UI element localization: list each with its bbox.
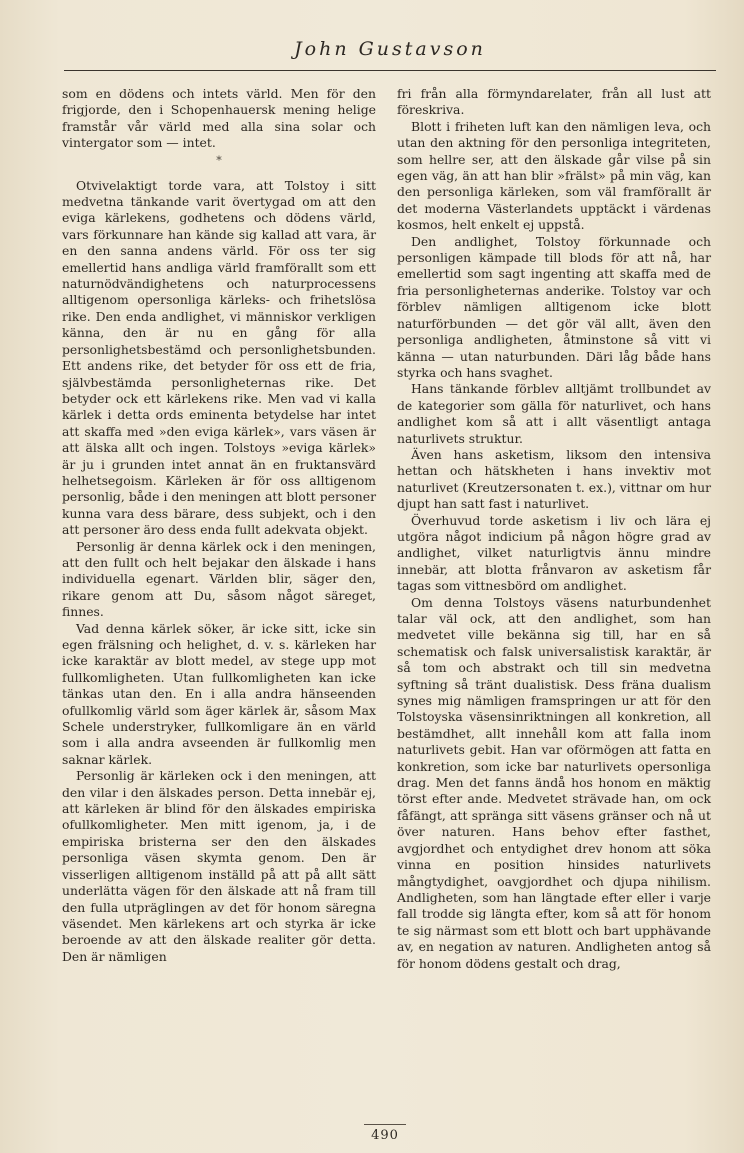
paragraph: Överhuvud torde asketism i liv och lära ej utgöra något indicium på någon högre grad av andlighet, vilket naturligtvis ännu mindre innebär, att blotta frånvaron av asketism får tagas som vittnesbörd om andlighet.	[397, 512, 711, 594]
paragraph: Personlig är kärleken ock i den meningen, att den vilar i den älskades person. Detta innebär ej, att kärleken är blind för den älskades empiriska ofullkomligheter. Men mitt igenom, ja, i de empiriska bristerna ser den den älskades personliga väsen skymta genom. Den är visserligen alltigenom inställd på att på allt sätt underlätta vägen för den älskade att nå fram till den fulla utpräglingen av det för honom säregna väsendet. Men kärlekens art och styrka är icke beroende av att den älskade realiter gör detta. Den är nämligen	[62, 768, 376, 964]
paragraph: Personlig är denna kärlek ock i den meningen, att den fullt och helt bejakar den älskade i hans individuella egenart. Världen blir, säger den, rikare genom att Du, såsom något säreget, finnes.	[62, 538, 376, 620]
paragraph: Om denna Tolstoys väsens naturbundenhet talar väl ock, att den andlighet, som han medvetet ville bekänna sig till, har en så schematisk och falsk universalistisk karaktär, är så tom och abstrakt och till sin medvetna syftning så tränt dualistisk. Dess fräna dualism synes mig nämligen framspringen ur att för den Tolstoyska väsensinriktningen all konkretion, all bestämdhet, allt innehåll kom att falla inom naturlivets gebit. Han var oförmögen att fatta en konkretion, som icke bar naturlivets opersonliga drag. Men det fanns ändå hos honom en mäktig törst efter ande. Medvetet strävade han, om ock fåfängt, att spränga sitt väsens gränser och nå ut över naturen. Hans behov efter fasthet, avgjordhet och entydighet drev honom att söka vinna en position hinsides naturlivets mångtydighet, oavgjordhet och djupa nihilism. Andligheten, som han längtade efter eller i varje fall trodde sig längta efter, kom så att för honom te sig närmast som ett blott och bart upphävande av, en negation av naturen. Andligheten antog så för honom dödens gestalt och drag,	[397, 594, 711, 971]
paragraph: Blott i friheten luft kan den nämligen leva, och utan den aktning för den personliga integriteten, som hellre ser, att den älskade går vilse på sin egen väg, än att han blir »frälst» på min väg, kan den personliga kärleken, som väl framförallt är det moderna Västerlandets upptäckt i värdenas kosmos, helt enkelt ej uppstå.	[397, 118, 711, 233]
right-column	[397, 86, 711, 972]
paragraph: Även hans asketism, liksom den intensiva hettan och hätskheten i hans invektiv mot naturlivet (Kreutzersonaten t. ex.), vittnar om hur djupt han satt fast i naturlivet.	[397, 446, 711, 512]
paragraph: Otvivelaktigt torde vara, att Tolstoy i sitt medvetna tänkande varit övertygad om att den eviga kärlekens, godhetens och dödens värld, vars förkunnare han kände sig kallad att vara, är en den sanna andens värld. För oss ter sig emellertid hans andliga värld framförallt som ett naturnödvändighetens och naturprocessens alltigenom opersonliga kärleks- och frihetslösa rike. Den enda andlighet, vi människor verkligen känna, den är nu en gång för alla personlighetsbestämd och personlighetsbunden. Ett andens rike, det betyder för oss ett de fria, självbestämda personligheternas rike. Det betyder ock ett kärlekens rike. Men vad vi kalla kärlek i detta ords eminenta betydelse har intet att skaffa med »den eviga kärlek», vars väsen är att älska allt och ingen. Tolstoys »eviga kärlek» är ju i grunden intet annat än en fruktansvärd helhetsegoism. Kärleken är för oss alltigenom personlig, både i den meningen att blott personer kunna vara dess bärare, dess subjekt, och i den att personer äro dess enda fullt adekvata objekt.	[62, 177, 376, 538]
paragraph: fri från alla förmyndarelater, från all lust att föreskriva.	[397, 86, 711, 118]
paragraph: Vad denna kärlek söker, är icke sitt, icke sin egen frälsning och helighet, d. v. s. kärleken har icke karaktär av blott medel, av stege upp mot fullkomligheten. Utan fullkomligheten kan icke tänkas utan den. En i alla andra hänseenden ofullkomlig värld som äger kärlek är, såsom Max Schele understryker, fullkomligare än en värld som i alla andra avseenden är fullkomlig men saknar kärlek.	[62, 620, 376, 767]
paragraph: Den andlighet, Tolstoy förkunnade och personligen kämpade till blods för att nå, har emellertid som sagt ingenting att skaffa med de fria personligheternas anderike. Tolstoy var och förblev nämligen alltigenom icke blott naturförbunden — det gör väl allt, även den personliga andligheten, åtminstone så vitt vi känna — utan naturbunden. Däri låg både hans styrka och hans svaghet.	[397, 233, 711, 380]
running-header: John Gustavson	[294, 38, 486, 60]
paragraph: Hans tänkande förblev alltjämt trollbundet av de kategorier som gälla för naturlivet, och hans andlighet kom så att i allt väsentligt antaga naturlivets struktur.	[397, 381, 711, 446]
section-break-asterisk: *	[216, 153, 222, 167]
paragraph: som en dödens och intets värld. Men för den frigjorde, den i Schopenhauersk mening helige framstår vår värld med alla sina solar och vintergator som — intet.	[62, 86, 376, 151]
page-number: 490	[371, 1128, 399, 1143]
left-column	[62, 86, 376, 965]
header-rule	[64, 70, 716, 71]
footer-rule	[364, 1124, 406, 1125]
